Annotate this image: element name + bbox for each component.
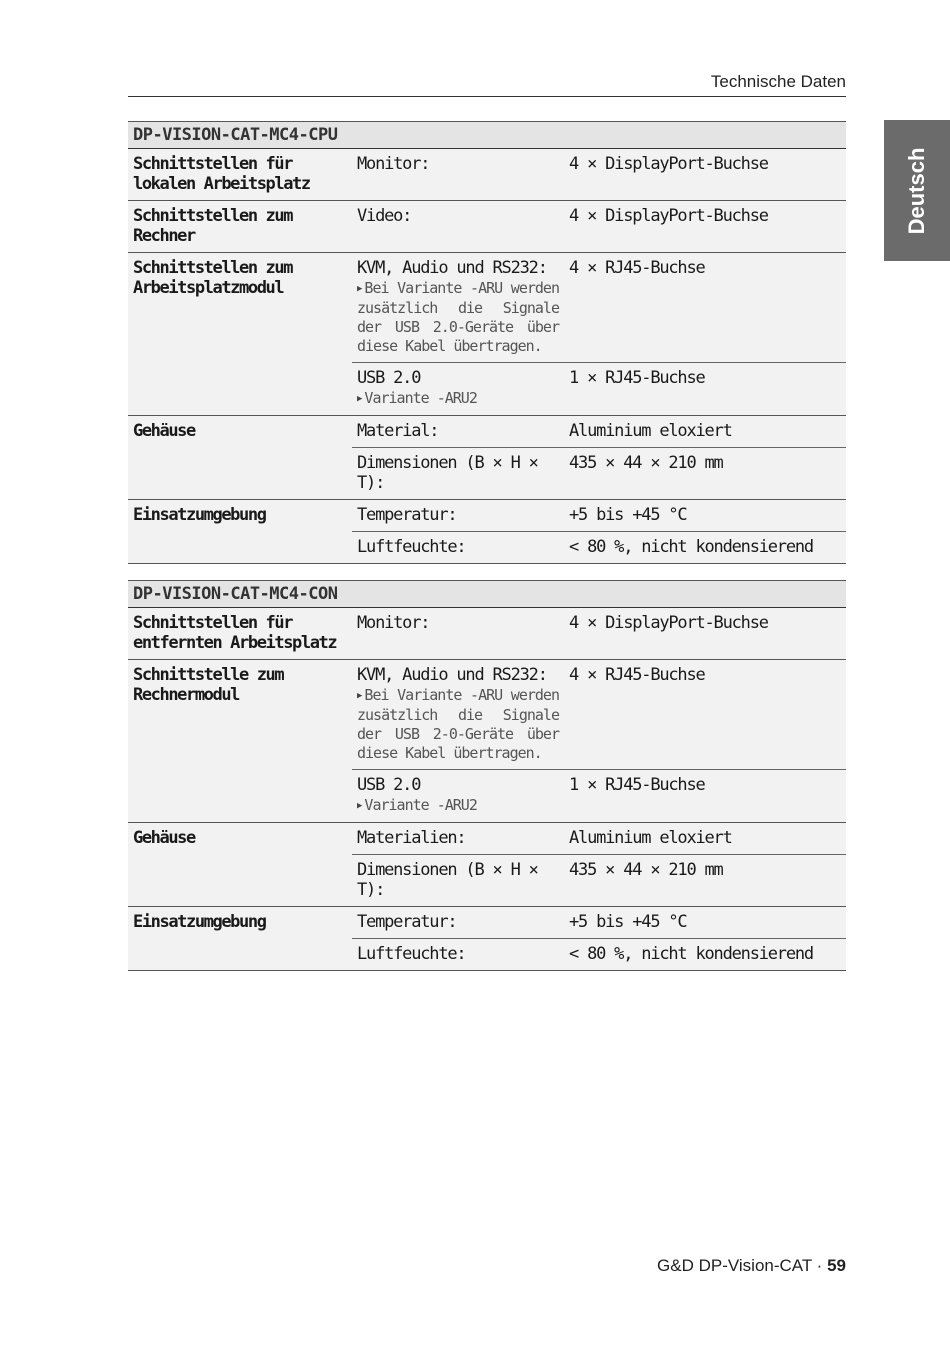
spec-note (357, 796, 559, 816)
group-name: Gehäuse (128, 823, 352, 907)
spec-label: Luftfeuchte: (352, 939, 564, 971)
spec-value: +5 bis +45 °C (564, 500, 846, 532)
spec-value: 4 × RJ45-Buchse (564, 253, 846, 363)
group-name: Schnittstellen zum Rechner (128, 201, 352, 253)
spec-note-text: Variante -ARU2 (364, 796, 477, 814)
table-title: DP-VISION-CAT-MC4-CON (128, 581, 846, 608)
spec-value: < 80 %, nicht kondensierend (564, 532, 846, 564)
spec-note (357, 279, 559, 356)
spec-value: Aluminium eloxiert (564, 416, 846, 448)
spec-label-cell (352, 253, 564, 363)
spec-label: USB 2.0 (357, 368, 421, 388)
spec-note-text: Variante -ARU2 (364, 389, 477, 407)
spec-note (357, 389, 559, 409)
spec-note-text: Bei Variante -ARU werden zusätzlich die Signale der USB 2.0-Geräte über diese Kabel übertragen. (357, 279, 559, 355)
group-name: Schnittstelle zum Rechnermodul (128, 660, 352, 823)
spec-value: Aluminium eloxiert (564, 823, 846, 855)
page-number: 59 (827, 1256, 846, 1275)
group-name: Schnittstellen für entfernten Arbeitsplatz (128, 608, 352, 660)
spec-value: 435 × 44 × 210 mm (564, 448, 846, 500)
spec-label: Material: (352, 416, 564, 448)
group-name: Schnittstellen für lokalen Arbeitsplatz (128, 149, 352, 201)
spec-note (357, 686, 559, 763)
spec-note-text: Bei Variante -ARU werden zusätzlich die Signale der USB 2-0-Geräte über diese Kabel übertragen. (357, 686, 559, 762)
group-name: Schnittstellen zum Arbeitsplatzmodul (128, 253, 352, 416)
spec-value: 1 × RJ45-Buchse (564, 363, 846, 416)
spec-value: 4 × DisplayPort-Buchse (564, 201, 846, 253)
spec-value: 4 × DisplayPort-Buchse (564, 149, 846, 201)
spec-label: KVM, Audio und RS232: (357, 258, 547, 278)
spec-value: 1 × RJ45-Buchse (564, 770, 846, 823)
spec-value: < 80 %, nicht kondensierend (564, 939, 846, 971)
spec-value: +5 bis +45 °C (564, 907, 846, 939)
spec-label: Temperatur: (352, 500, 564, 532)
spec-label: Temperatur: (352, 907, 564, 939)
spec-label: Monitor: (352, 608, 564, 660)
spec-label: Luftfeuchte: (352, 532, 564, 564)
footer-product: G&D DP-Vision-CAT · (657, 1256, 823, 1275)
spec-label: KVM, Audio und RS232: (357, 665, 547, 685)
group-name: Gehäuse (128, 416, 352, 500)
spec-label: Dimensionen (B × H × T): (352, 448, 564, 500)
running-header: Technische Daten (710, 72, 846, 91)
spec-label: Video: (352, 201, 564, 253)
spec-value: 4 × RJ45-Buchse (564, 660, 846, 770)
spec-value: 435 × 44 × 210 mm (564, 855, 846, 907)
triangle-bullet-icon: ▶ (357, 284, 362, 294)
spec-label: Monitor: (352, 149, 564, 201)
spec-label: Materialien: (352, 823, 564, 855)
triangle-bullet-icon: ▶ (357, 801, 362, 811)
page-footer (657, 1256, 846, 1276)
spec-table-cpu (128, 121, 846, 564)
spec-label: Dimensionen (B × H × T): (352, 855, 564, 907)
triangle-bullet-icon: ▶ (357, 691, 362, 701)
group-name: Einsatzumgebung (128, 907, 352, 971)
spec-value: 4 × DisplayPort-Buchse (564, 608, 846, 660)
language-tab (884, 120, 950, 261)
triangle-bullet-icon: ▶ (357, 394, 362, 404)
header-divider (128, 96, 846, 97)
spec-label: USB 2.0 (357, 775, 421, 795)
table-title: DP-VISION-CAT-MC4-CPU (128, 122, 846, 149)
group-name: Einsatzumgebung (128, 500, 352, 564)
spec-label-cell (352, 660, 564, 770)
language-tab-label: Deutsch (904, 147, 929, 234)
spec-label-cell (352, 363, 564, 416)
spec-table-con (128, 580, 846, 971)
spec-label-cell (352, 770, 564, 823)
